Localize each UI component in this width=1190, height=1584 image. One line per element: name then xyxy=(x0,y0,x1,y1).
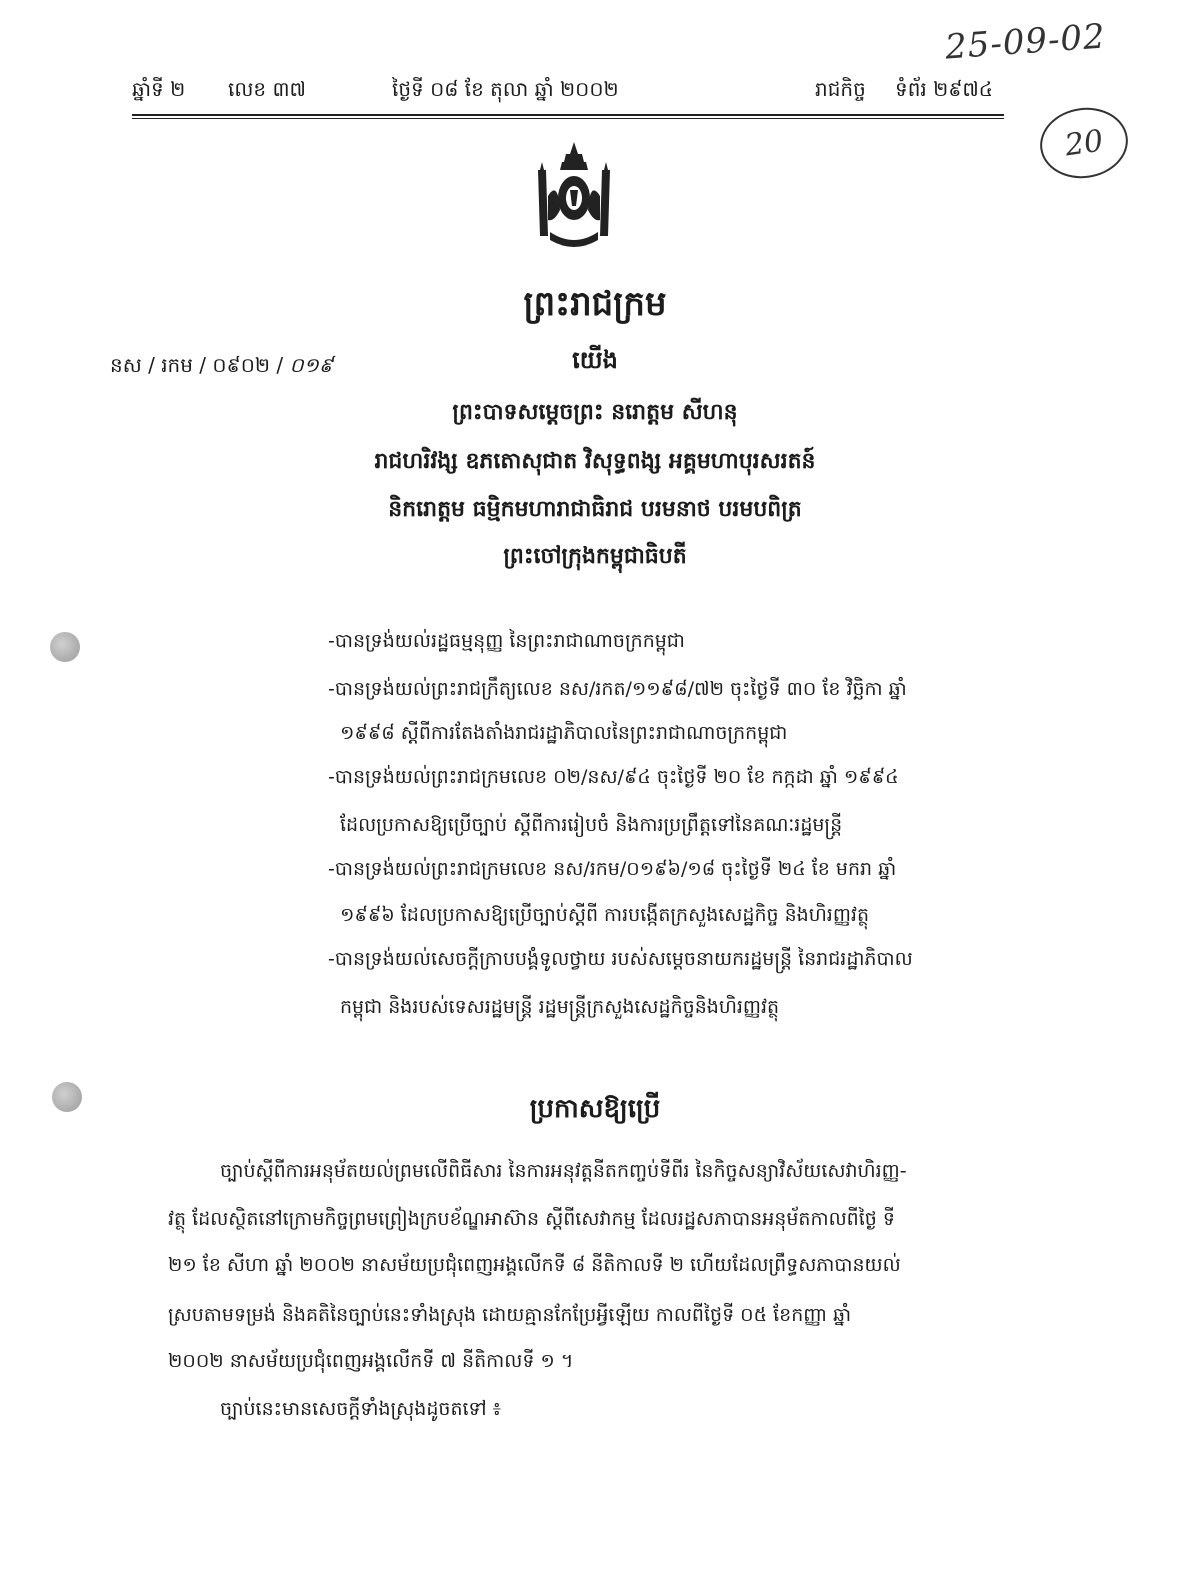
promulgation-heading: ប្រកាសឱ្យប្រើ xyxy=(529,1094,661,1124)
body-line: ច្បាប់នេះមានសេចក្ដីទាំងស្រុងដូចតទៅ ៖ xyxy=(220,1398,502,1420)
decree-we: យើង xyxy=(572,346,618,374)
body-line: វត្ថុ ដែលស្ថិតនៅក្រោមកិច្ចព្រមព្រៀងក្របខ័ណ្ឌអាស៊ាន ស្ដីពីសេវាកម្ម ដែលរដ្ឋសភាបានអនុម័តកាលពីថ្ងៃ ទី xyxy=(168,1208,895,1230)
consideration-line: ដែលប្រកាសឱ្យប្រើច្បាប់ ស្ដីពីការរៀបចំ និងការប្រព្រឹត្តទៅនៃគណៈរដ្ឋមន្ត្រី xyxy=(340,814,843,836)
consideration-line: -បានទ្រង់យល់ព្រះរាជក្រមលេខ ០២/នស/៩៤ ចុះថ្ងៃទី ២០ ខែ កក្កដា ឆ្នាំ ១៩៩៤ xyxy=(328,766,899,788)
royal-emblem-icon xyxy=(528,140,620,252)
decree-title: ព្រះរាជក្រម xyxy=(523,284,667,324)
decree-number-handwritten: ០១៩ xyxy=(289,353,333,377)
header-gazette-name: រាជកិច្ច xyxy=(815,77,866,101)
body-line: ស្របតាមទម្រង់ និងគតិនៃច្បាប់នេះទាំងស្រុង ដោយគ្មានកែប្រែអ្វីឡើយ កាលពីថ្ងៃទី ០៥ ខែកញ្ញា ឆ្នាំ xyxy=(168,1304,852,1326)
consideration-line: កម្ពុជា និងរបស់ទេសរដ្ឋមន្ត្រី រដ្ឋមន្ត្រីក្រសួងសេដ្ឋកិច្ចនិងហិរញ្ញវត្ថុ xyxy=(340,996,780,1018)
body-line: ច្បាប់ស្ដីពីការអនុម័តយល់ព្រមលើពិធីសារ នៃការអនុវត្តនីតកញ្ចប់ទីពីរ នៃកិច្ចសន្យាវិស័យសេវាហិរញ្ញ- xyxy=(220,1160,907,1182)
punch-hole xyxy=(50,632,80,662)
consideration-line: -បានទ្រង់យល់រដ្ឋធម្មនុញ្ញ នៃព្រះរាជាណាចក្រកម្ពុជា xyxy=(328,630,685,652)
consideration-line: ១៩៩៦ ដែលប្រកាសឱ្យប្រើច្បាប់ស្ដីពី ការបង្កើតក្រសួងសេដ្ឋកិច្ច និងហិរញ្ញវត្ថុ xyxy=(340,904,870,926)
king-title-line: រាជហរិវង្ស ឧភតោសុជាត វិសុទ្ធពង្ស អគ្គមហាបុរសរតន៍ xyxy=(374,449,816,474)
decree-number-prefix: នស / រកម / ០៩០២ / xyxy=(110,353,284,377)
consideration-line: -បានទ្រង់យល់ព្រះរាជក្រមលេខ នស/រកម/០១៩៦/១៨ ចុះថ្ងៃទី ២៤ ខែ មករា ឆ្នាំ xyxy=(328,858,897,880)
king-title-line: ព្រះចៅក្រុងកម្ពុជាធិបតី xyxy=(503,544,687,569)
handwritten-circled-number xyxy=(1036,102,1133,184)
body-line: ២០០២ នាសម័យប្រជុំពេញអង្គលើកទី ៧ នីតិកាលទី ១ ។ xyxy=(168,1350,574,1372)
consideration-line: -បានទ្រង់យល់សេចក្ដីក្រាបបង្គំទូលថ្វាយ របស់សម្ដេចនាយករដ្ឋមន្ត្រី នៃរាជរដ្ឋាភិបាល xyxy=(328,948,913,970)
consideration-line: ១៩៩៨ ស្ដីពីការតែងតាំងរាជរដ្ឋាភិបាលនៃព្រះរាជាណាចក្រកម្ពុជា xyxy=(340,722,788,744)
king-title-line: និករោត្ដម ធម្មិកមហារាជាធិរាជ បរមនាថ បរមបពិត្រ xyxy=(388,497,802,522)
king-title-line: ព្រះបាទសម្ដេចព្រះ នរោត្ដម សីហនុ xyxy=(452,400,738,425)
header-divider xyxy=(132,114,1004,119)
header-issue: លេខ ៣៧ xyxy=(228,77,306,101)
header-date: ថ្ងៃទី ០៨ ខែ តុលា ឆ្នាំ ២០០២ xyxy=(392,77,619,101)
consideration-line: -បានទ្រង់យល់ព្រះរាជក្រឹត្យលេខ នស/រកត/១១៩៨/៧២ ចុះថ្ងៃទី ៣០ ខែ វិច្ឆិកា ឆ្នាំ xyxy=(328,678,907,700)
handwritten-number: 20 xyxy=(1062,123,1106,163)
header-page-number: ទំព័រ ២៩៧៤ xyxy=(895,77,993,101)
header-year: ឆ្នាំទី ២ xyxy=(132,77,186,101)
handwritten-date: 25-09-02 xyxy=(943,16,1107,68)
body-line: ២១ ខែ សីហា ឆ្នាំ ២០០២ នាសម័យប្រជុំពេញអង្គលើកទី ៨ នីតិកាលទី ២ ហើយដែលព្រឹទ្ធសភាបានយល់ xyxy=(168,1254,901,1276)
